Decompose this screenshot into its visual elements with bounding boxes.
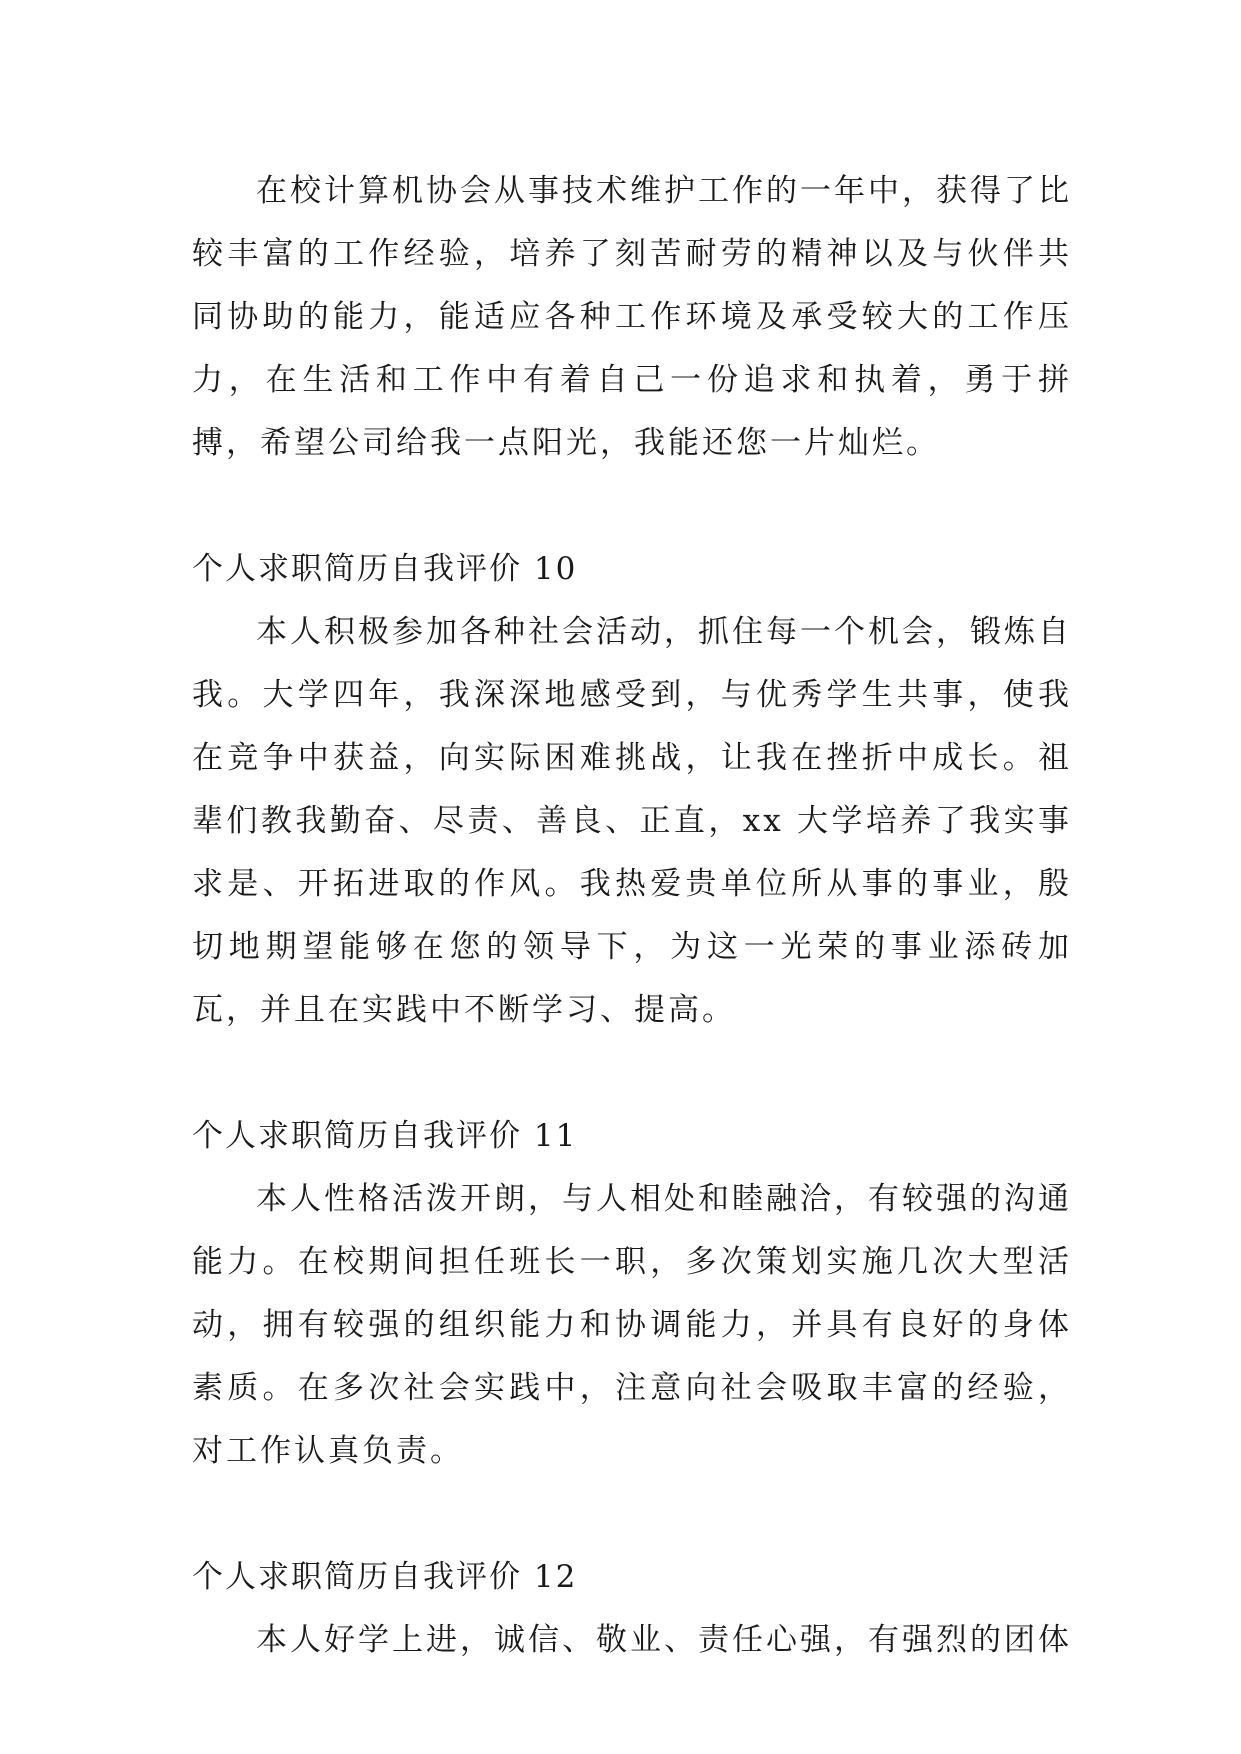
paragraph-computer-association: 在校计算机协会从事技术维护工作的一年中，获得了比较丰富的工作经验，培养了刻苦耐劳的精神以及与伙伴共同协助的能力，能适应各种工作环境及承受较大的工作压力，在生活和工作中有着自己一份追求和执着，勇于拼搏，希望公司给我一点阳光，我能还您一片灿烂。 (192, 173, 1072, 461)
section-heading-12: 个人求职简历自我评价 12 (192, 1559, 578, 1595)
paragraph-self-evaluation-11: 本人性格活泼开朗，与人相处和睦融洽，有较强的沟通能力。在校期间担任班长一职，多次策划实施几次大型活动，拥有较强的组织能力和协调能力，并具有良好的身体素质。在多次社会实践中，注意向社会吸取丰富的经验，对工作认真负责。 (192, 1181, 1072, 1469)
section-heading-10: 个人求职简历自我评价 10 (192, 551, 578, 587)
paragraph-self-evaluation-12: 本人好学上进，诚信、敬业、责任心强，有强烈的团体 (256, 1622, 1072, 1658)
section-heading-11: 个人求职简历自我评价 11 (192, 1118, 578, 1154)
document-body (192, 160, 1072, 1672)
paragraph-self-evaluation-10: 本人积极参加各种社会活动，抓住每一个机会，锻炼自我。大学四年，我深深地感受到，与优秀学生共事，使我在竞争中获益，向实际困难挑战，让我在挫折中成长。祖辈们教我勤奋、尽责、善良、正直，xx 大学培养了我实事求是、开拓进取的作风。我热爱贵单位所从事的事业，殷切地期望能够在您的领导下，为这一光荣的事业添砖加瓦，并且在实践中不断学习、提高。 (192, 614, 1072, 1028)
